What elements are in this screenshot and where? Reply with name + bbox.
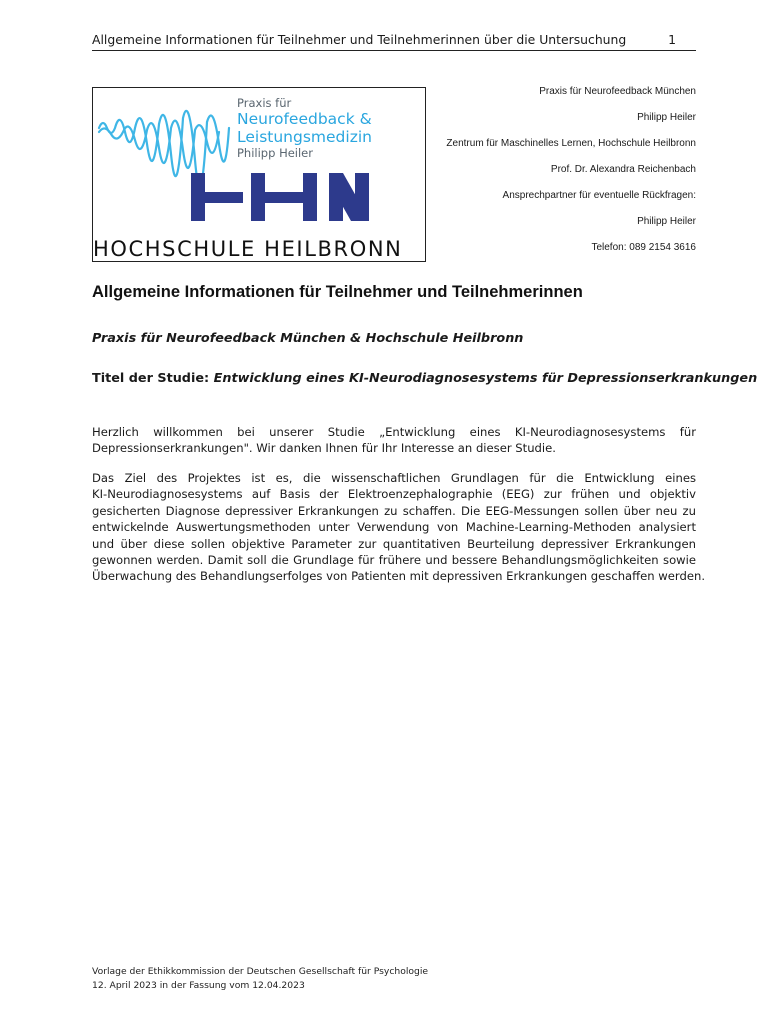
running-header-title: Allgemeine Informationen für Teilnehmer und Teilnehmerinnen über die Untersuchung: [92, 32, 627, 47]
paragraph-welcome: [92, 424, 696, 457]
paragraph-line: Überwachung des Behandlungserfolges von Patienten mit depressiven Erkrankungen geschaffen werden.: [92, 569, 706, 584]
contact-line: Praxis für Neurofeedback München: [539, 86, 696, 97]
paragraph-line: entwickelnde Auswertungsmethoden unter Verwendung von Machine-Learning-Methoden analysiert: [92, 520, 696, 535]
study-title-value: Entwicklung eines KI-Neurodiagnosesystems für Depressionserkrankungen: [213, 371, 758, 386]
running-header: [92, 32, 696, 51]
footer-line-date: 12. April 2023 in der Fassung vom 12.04.2023: [92, 980, 305, 991]
paragraph-line: KI-Neurodiagnosesystems auf Basis der Elektroenzephalographie (EEG) zur frühen und objektiv: [92, 487, 696, 502]
contact-line: Philipp Heiler: [637, 216, 696, 227]
logo-box: [92, 87, 426, 262]
study-title-label: Titel der Studie:: [92, 371, 214, 386]
page-number: 1: [668, 32, 676, 47]
paragraph-line: Herzlich willkommen bei unserer Studie „Entwicklung eines KI-Neurodiagnosesystems für: [92, 425, 696, 439]
paragraph-line: gesicherten Diagnose depressiver Erkrankungen zu schaffen. Die EEG-Messungen sollen über neu zu: [92, 503, 696, 518]
page-footer: [92, 965, 428, 993]
hochschule-logo-text: HOCHSCHULE HEILBRONN: [93, 237, 403, 261]
paragraph-line: gewonnen werden. Damit soll die Grundlage für frühere und bessere Behandlungsmöglichkeiten sowie: [92, 553, 696, 568]
logo-line-praxis: Praxis für: [237, 96, 292, 110]
contact-line: Telefon: 089 2154 3616: [591, 242, 696, 253]
footer-line-ethics: Vorlage der Ethikkommission der Deutschen Gesellschaft für Psychologie: [92, 966, 429, 977]
study-title: [92, 371, 757, 386]
logo-line-name: Philipp Heiler: [237, 146, 313, 160]
paragraph-project-goal: [92, 470, 706, 585]
paragraph-line: Das Ziel des Projektes ist es, die wissenschaftlichen Grundlagen für die Entwicklung eines: [92, 471, 696, 485]
logo-line-leistungsmedizin: Leistungsmedizin: [237, 128, 372, 146]
paragraph-line: Depressionserkrankungen". Wir danken Ihnen für Ihr Interesse an dieser Studie.: [92, 441, 556, 456]
logo-line-neurofeedback: Neurofeedback &: [237, 110, 372, 128]
eeg-wave-logo: [99, 111, 229, 187]
contact-line: Zentrum für Maschinelles Lernen, Hochschule Heilbronn: [446, 138, 696, 149]
document-title: Allgemeine Informationen für Teilnehmer und Teilnehmerinnen: [92, 283, 583, 301]
hhn-logo: [191, 173, 369, 221]
document-subtitle: Praxis für Neurofeedback München & Hochschule Heilbronn: [92, 331, 524, 346]
contact-line: Philipp Heiler: [637, 112, 696, 123]
contact-line: Prof. Dr. Alexandra Reichenbach: [550, 164, 696, 175]
paragraph-line: und über diese sollen objektive Parameter zur quantitativen Beurteilung depressiver Erkrankungen: [92, 536, 696, 551]
contact-line: Ansprechpartner für eventuelle Rückfragen:: [502, 190, 696, 201]
